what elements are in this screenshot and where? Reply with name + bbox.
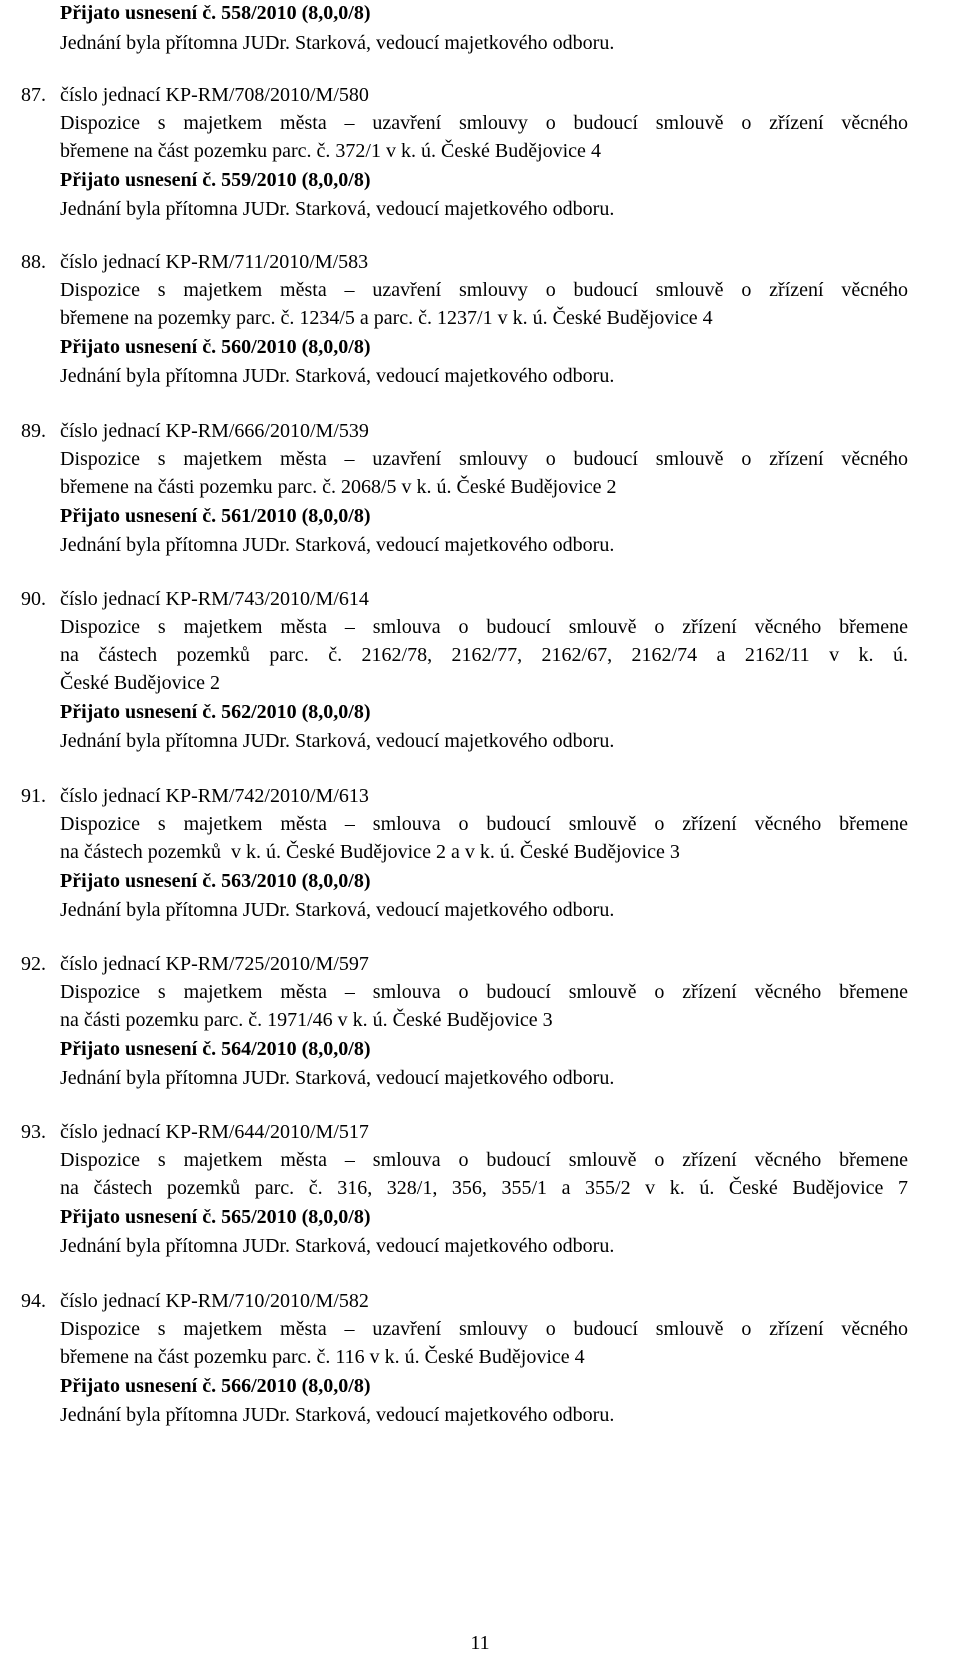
item-reference: číslo jednací KP-RM/725/2010/M/597 xyxy=(60,953,369,975)
item-resolution: Přijato usnesení č. 559/2010 (8,0,0/8) xyxy=(60,169,371,191)
top-attendance: Jednání byla přítomna JUDr. Starková, vedoucí majetkového odboru. xyxy=(60,32,615,54)
item-reference: číslo jednací KP-RM/666/2010/M/539 xyxy=(60,420,369,442)
item-description-line-2: na částech pozemků v k. ú. České Budějovice 2 a v k. ú. České Budějovice 3 xyxy=(60,841,680,863)
item-description-line-1: Dispozice s majetkem města – smlouva o budoucí smlouvě o zřízení věcného břemene xyxy=(60,1149,908,1171)
item-description-line-2: břemene na část pozemku parc. č. 116 v k. ú. České Budějovice 4 xyxy=(60,1346,585,1368)
item-reference: číslo jednací KP-RM/711/2010/M/583 xyxy=(60,251,369,273)
item-number: 93. xyxy=(21,1121,46,1143)
item-number: 90. xyxy=(21,588,46,610)
item-number: 88. xyxy=(21,251,46,273)
item-resolution: Přijato usnesení č. 560/2010 (8,0,0/8) xyxy=(60,336,371,358)
item-attendance: Jednání byla přítomna JUDr. Starková, vedoucí majetkového odboru. xyxy=(60,1235,615,1257)
item-description-line-2: břemene na část pozemku parc. č. 372/1 v k. ú. České Budějovice 4 xyxy=(60,140,601,162)
item-description-line-1: Dispozice s majetkem města – uzavření smlouvy o budoucí smlouvě o zřízení věcného xyxy=(60,112,908,134)
item-number: 94. xyxy=(21,1290,46,1312)
item-description-line-1: Dispozice s majetkem města – smlouva o budoucí smlouvě o zřízení věcného břemene xyxy=(60,813,908,835)
item-number: 91. xyxy=(21,785,46,807)
item-description-line-2: na části pozemku parc. č. 1971/46 v k. ú. České Budějovice 3 xyxy=(60,1009,553,1031)
item-attendance: Jednání byla přítomna JUDr. Starková, vedoucí majetkového odboru. xyxy=(60,730,615,752)
item-number: 92. xyxy=(21,953,46,975)
item-resolution: Přijato usnesení č. 566/2010 (8,0,0/8) xyxy=(60,1375,371,1397)
item-resolution: Přijato usnesení č. 563/2010 (8,0,0/8) xyxy=(60,870,371,892)
item-attendance: Jednání byla přítomna JUDr. Starková, vedoucí majetkového odboru. xyxy=(60,899,615,921)
item-attendance: Jednání byla přítomna JUDr. Starková, vedoucí majetkového odboru. xyxy=(60,1404,615,1426)
item-resolution: Přijato usnesení č. 562/2010 (8,0,0/8) xyxy=(60,701,371,723)
item-number: 87. xyxy=(21,84,46,106)
item-description-line-1: Dispozice s majetkem města – uzavření smlouvy o budoucí smlouvě o zřízení věcného xyxy=(60,1318,908,1340)
item-reference: číslo jednací KP-RM/743/2010/M/614 xyxy=(60,588,369,610)
item-resolution: Přijato usnesení č. 565/2010 (8,0,0/8) xyxy=(60,1206,371,1228)
item-attendance: Jednání byla přítomna JUDr. Starková, vedoucí majetkového odboru. xyxy=(60,198,615,220)
item-attendance: Jednání byla přítomna JUDr. Starková, vedoucí majetkového odboru. xyxy=(60,1067,615,1089)
item-description-line-1: Dispozice s majetkem města – uzavření smlouvy o budoucí smlouvě o zřízení věcného xyxy=(60,448,908,470)
item-description-line-2: na částech pozemků parc. č. 316, 328/1, 356, 355/1 a 355/2 v k. ú. České Budějovice 7 xyxy=(60,1177,908,1199)
item-description-line-1: Dispozice s majetkem města – smlouva o budoucí smlouvě o zřízení věcného břemene xyxy=(60,981,908,1003)
item-description-line-1: Dispozice s majetkem města – smlouva o budoucí smlouvě o zřízení věcného břemene xyxy=(60,616,908,638)
item-description-line-2: na částech pozemků parc. č. 2162/78, 2162/77, 2162/67, 2162/74 a 2162/11 v k. ú. xyxy=(60,644,908,666)
item-description-line-1: Dispozice s majetkem města – uzavření smlouvy o budoucí smlouvě o zřízení věcného xyxy=(60,279,908,301)
item-attendance: Jednání byla přítomna JUDr. Starková, vedoucí majetkového odboru. xyxy=(60,534,615,556)
item-resolution: Přijato usnesení č. 564/2010 (8,0,0/8) xyxy=(60,1038,371,1060)
item-description-line-3: České Budějovice 2 xyxy=(60,672,220,694)
top-resolution: Přijato usnesení č. 558/2010 (8,0,0/8) xyxy=(60,2,371,24)
item-number: 89. xyxy=(21,420,46,442)
item-reference: číslo jednací KP-RM/644/2010/M/517 xyxy=(60,1121,369,1143)
item-resolution: Přijato usnesení č. 561/2010 (8,0,0/8) xyxy=(60,505,371,527)
item-reference: číslo jednací KP-RM/710/2010/M/582 xyxy=(60,1290,369,1312)
item-reference: číslo jednací KP-RM/742/2010/M/613 xyxy=(60,785,369,807)
page-number: 11 xyxy=(470,1632,490,1654)
item-reference: číslo jednací KP-RM/708/2010/M/580 xyxy=(60,84,369,106)
item-attendance: Jednání byla přítomna JUDr. Starková, vedoucí majetkového odboru. xyxy=(60,365,615,387)
item-description-line-2: břemene na pozemky parc. č. 1234/5 a parc. č. 1237/1 v k. ú. České Budějovice 4 xyxy=(60,307,713,329)
item-description-line-2: břemene na části pozemku parc. č. 2068/5 v k. ú. České Budějovice 2 xyxy=(60,476,617,498)
